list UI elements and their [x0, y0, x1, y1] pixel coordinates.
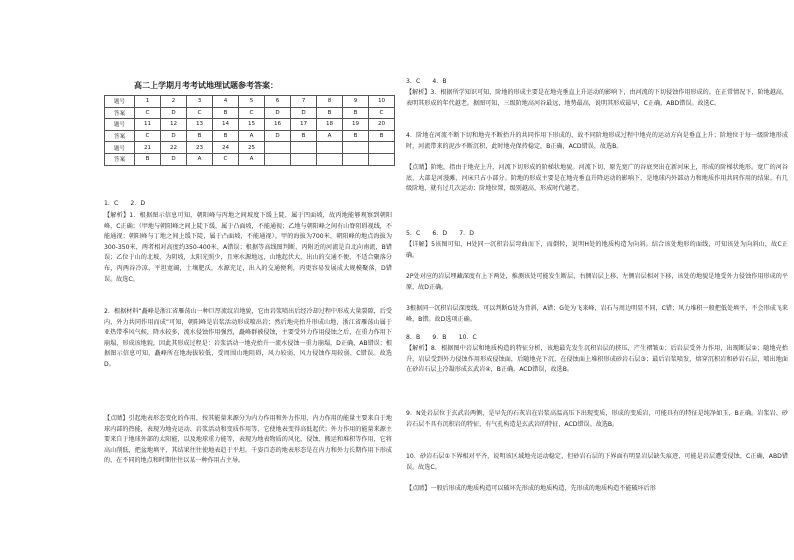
question-number-cell: 8: [317, 96, 343, 108]
answer-cell: B: [369, 130, 395, 142]
answer-cell: D: [161, 107, 187, 119]
answer-cell: A: [239, 153, 265, 165]
answer-cell: B: [317, 107, 343, 119]
question-number-cell: 4: [213, 96, 239, 108]
question-2-analysis: 2．根据材料“矗峰是浙江省雁荡山一种巨厚流纹岩地貌，它由岩浆喷出后经冷却过程中形成大量裂隙，后受内、外力共同作用而成”可知，朝阳峰是岩浆活动形成喷出岩；然后地壳抬升形成山地，浙江省雁荡山属于亚热带季风气候，降水较多，流水侵蚀作用强烈，矗峰群被侵蚀，主要受外力作用侵蚀之后，在重力作用下崩塌，形成该地貌，因此其形成过程是：岩浆活动一地壳抬升一流水侵蚀一重力崩塌，D正确，AB错误；根据图示信息可知，矗峰所在地海拔较低，受周围山地阻碍，风力较弱，风力侵蚀作用较弱，C错误。故选D。: [104, 308, 392, 368]
question-number-cell: 5: [239, 96, 265, 108]
answer-cell: D: [265, 130, 291, 142]
question-number-cell: [317, 142, 343, 154]
question-number-cell: 21: [135, 142, 161, 154]
question-number-cell: 14: [213, 119, 239, 131]
question-number-cell: 17: [291, 119, 317, 131]
question-number-cell: 22: [161, 142, 187, 154]
answer-cell: D: [265, 107, 291, 119]
answer-cell: B: [213, 130, 239, 142]
answer-cell: B: [343, 130, 369, 142]
note-structures: 【点睛】一般后形成的地质构造可以破坏先形成的地质构造，先形成的地质构造不能破坏后形: [406, 485, 656, 492]
answer-cell: D: [291, 107, 317, 119]
answer-cell: A: [187, 153, 213, 165]
question-number-cell: 12: [161, 119, 187, 131]
question-number-cell: 23: [187, 142, 213, 154]
question-number-cell: 6: [265, 96, 291, 108]
explanation-7: 3根据同一沉积岩层深度线，可以判断G处为背斜，A错；G处为飞来峰，岩石与周边明显不同，C错；风力堆积一般把低处填平，不会形成飞来峰，B错。故D选项正确。: [406, 305, 788, 323]
answer-cell: C: [369, 107, 395, 119]
question-number-cell: 7: [291, 96, 317, 108]
question-4-analysis: 4．阶地在河流不断下切和地壳不断抬升的共同作用下形成的，故不同阶地形成过程中地壳的运动方向是垂直上升；阶地位于每一级阶地形成时，河流带来的泥沙不断沉积，此时地壳保持稳定，B正确，ACD错误，故选B。: [406, 132, 788, 150]
answer-cell: B: [291, 130, 317, 142]
row-label-question: 题号: [105, 119, 135, 131]
answer-cell: [317, 153, 343, 165]
question-number-cell: 16: [265, 119, 291, 131]
question-number-cell: 20: [369, 119, 395, 131]
answer-line-5-7: 5．C 6．D 7．D: [406, 230, 474, 237]
table-answer-row: [105, 107, 395, 119]
analysis-1: 【解析】1．根据图示信息可知，朝阳峰与丙地之间坡度下缓上陡，属于凹面坡，故丙地能够观察到朝阳峰，C正确；（甲地与朝阳峰之间上陡下缓，属于凸面坡，不能通视；乙地与朝阳峰之间有山脊阻碍视线，不能通视；朝阳峰与丁地之间上缓下陡，属于凸面坡，不能通视）。甲的海拔为700米，朝阳峰的地点海拔为300-350米，两者相对高度约350-400米，A错误；根据等高线图判断，丙附近的河流是自北向南流，B错误；乙位于山的北坡，为阴坡，太阳光照少，且寒水源地远，山地起伏大，出山的交通不便，不适合聚落分布，丙两谷冷凉，平坦宽阔，土壤肥沃，水源充足，出入的交通便利，丙更容易发展成大规模聚落，D错误。故选C。: [104, 212, 392, 283]
answer-cell: A: [317, 130, 343, 142]
row-label-answer: 答案: [105, 153, 135, 165]
question-number-cell: 18: [317, 119, 343, 131]
answer-cell: A: [239, 130, 265, 142]
answer-cell: B: [187, 130, 213, 142]
question-number-cell: 24: [213, 142, 239, 154]
answer-cell: B: [343, 107, 369, 119]
row-label-question: 题号: [105, 96, 135, 108]
row-label-question: 题号: [105, 142, 135, 154]
table-number-row: [105, 119, 395, 131]
question-9-analysis: 9．N处岩层位于玄武岩两侧，是早先的石灰岩在岩浆高温高压下出现变质，形成的变质岩，可能具有的特征是纯净如玉，B正确。岩浆岩、砂岩石层不具有沉积岩的特征，有气孔构造是玄武岩的特征，ACD错误。故选B。: [406, 410, 788, 428]
analysis-8: 【解析】8．根据图中岩层和地质构造的特征分析，该地最先发生沉积岩层的挤压，产生褶皱①；后岩层受外力作用，出现断层②；随地壳抬升，岩层受到外力侵蚀作用形成侵蚀面，后随地壳下沉，在侵蚀面上堆积形成砂岩石层③；最后岩浆喷发，熔穿沉积岩和砂岩石层，喷出地面在砂岩石层上冷凝形成玄武岩④，B正确，ACD错误，故选B。: [406, 345, 788, 374]
question-number-cell: 9: [343, 96, 369, 108]
note-terraces: 【点睛】阶地，指由于地壳上升，河流下切形成的阶梯状地貌。河流下切，原先宽广的谷底突出在新河床上，形成的阶梯状地形。宽广的河谷底，大部是河漫滩，河床只占小部分。阶地的形成主要是在地壳垂直升降运动的影响下，是地球内外部动力和地质作用共同作用的结果。有几级阶地，就有过几次运动；阶地位置，级别越高，形成时代越老。: [406, 164, 788, 193]
note-paragraph: 【点睛】引起地表形态变化的作用，按其能量来源分为内力作用和外力作用，内力作用的能量主要来自于地球内部的热能，表现为地壳运动、岩浆活动和变质作用等，它使地表变得高低起伏；外力作用的能量来源主要来自于地球外部的太阳能，以及地球重力能等，表现为地表物质的风化、侵蚀、搬运和堆积等作用，它将高山削低，把盆地填平，其结果往往使地表趋于平坦。千姿百态的地表形态是在内力和外力长期作用下形成的，在不同的地点和时期往往以某一种作用占主导。: [104, 415, 392, 465]
answer-cell: C: [135, 130, 161, 142]
question-number-cell: [291, 142, 317, 154]
answer-cell: D: [161, 130, 187, 142]
row-label-answer: 答案: [105, 130, 135, 142]
answer-cell: [265, 153, 291, 165]
answer-cell: [343, 153, 369, 165]
answer-cell: B: [213, 107, 239, 119]
table-answer-row: [105, 130, 395, 142]
question-number-cell: 3: [187, 96, 213, 108]
answer-line-8-10: 8．B 9．B 10．C: [406, 334, 477, 341]
question-10-analysis: 10．砂岩石层①下界相对平齐，说明该区域地壳运动稳定，但砂岩石层的下界面有明显岩层缺失痕迹，可能是岩层遭受侵蚀，C正确，ABD错误。故选C。: [406, 453, 788, 471]
answer-table: [104, 95, 395, 166]
answer-cell: B: [135, 153, 161, 165]
answer-line-1-2: 1．C 2．D: [104, 200, 146, 207]
question-number-cell: 15: [239, 119, 265, 131]
answer-cell: C: [239, 107, 265, 119]
question-number-cell: [369, 142, 395, 154]
row-label-answer: 答案: [105, 107, 135, 119]
table-answer-row: [105, 153, 395, 165]
question-number-cell: 25: [239, 142, 265, 154]
answer-cell: D: [161, 153, 187, 165]
table-number-row: [105, 96, 395, 108]
question-number-cell: 10: [369, 96, 395, 108]
answer-cell: C: [213, 153, 239, 165]
question-number-cell: 11: [135, 119, 161, 131]
answer-cell: C: [135, 107, 161, 119]
explanation-6: 2P处对应的岩层埋藏深度有上下两处，推测该处可能发生断层，右侧岩层上移，左侧岩层相对下移，该处的地貌是地受外力侵蚀作用形成的平原，故D正确。: [406, 273, 788, 291]
question-number-cell: [265, 142, 291, 154]
question-number-cell: 13: [187, 119, 213, 131]
table-number-row: [105, 142, 395, 154]
question-number-cell: 19: [343, 119, 369, 131]
explanation-5: 【详解】5该图可知，H处同一沉积岩层弯曲而下，而倒转，说明H处的地质构造为向斜。结合该处地形的面线，可知该处为向斜山，故C正确。: [406, 241, 788, 259]
answer-cell: [369, 153, 395, 165]
analysis-3: 【解析】3．根据所学知识可知，阶地的形成主要是在地壳垂直上升运动的影响下，由河流的下切侵蚀作用形成的。在正常情况下，阶地越高，表明其形成的年代越老。据图可知，三级阶地高河谷最远，地势最高，说明其形成最早，C正确，ABD错误。故选C。: [406, 89, 788, 107]
question-number-cell: 2: [161, 96, 187, 108]
answer-cell: [291, 153, 317, 165]
page-title: 高二上学期月考考试地理试题参考答案：: [134, 81, 278, 90]
answer-line-3-4: 3．C 4．B: [406, 78, 447, 85]
question-number-cell: [343, 142, 369, 154]
question-number-cell: 1: [135, 96, 161, 108]
answer-cell: C: [187, 107, 213, 119]
